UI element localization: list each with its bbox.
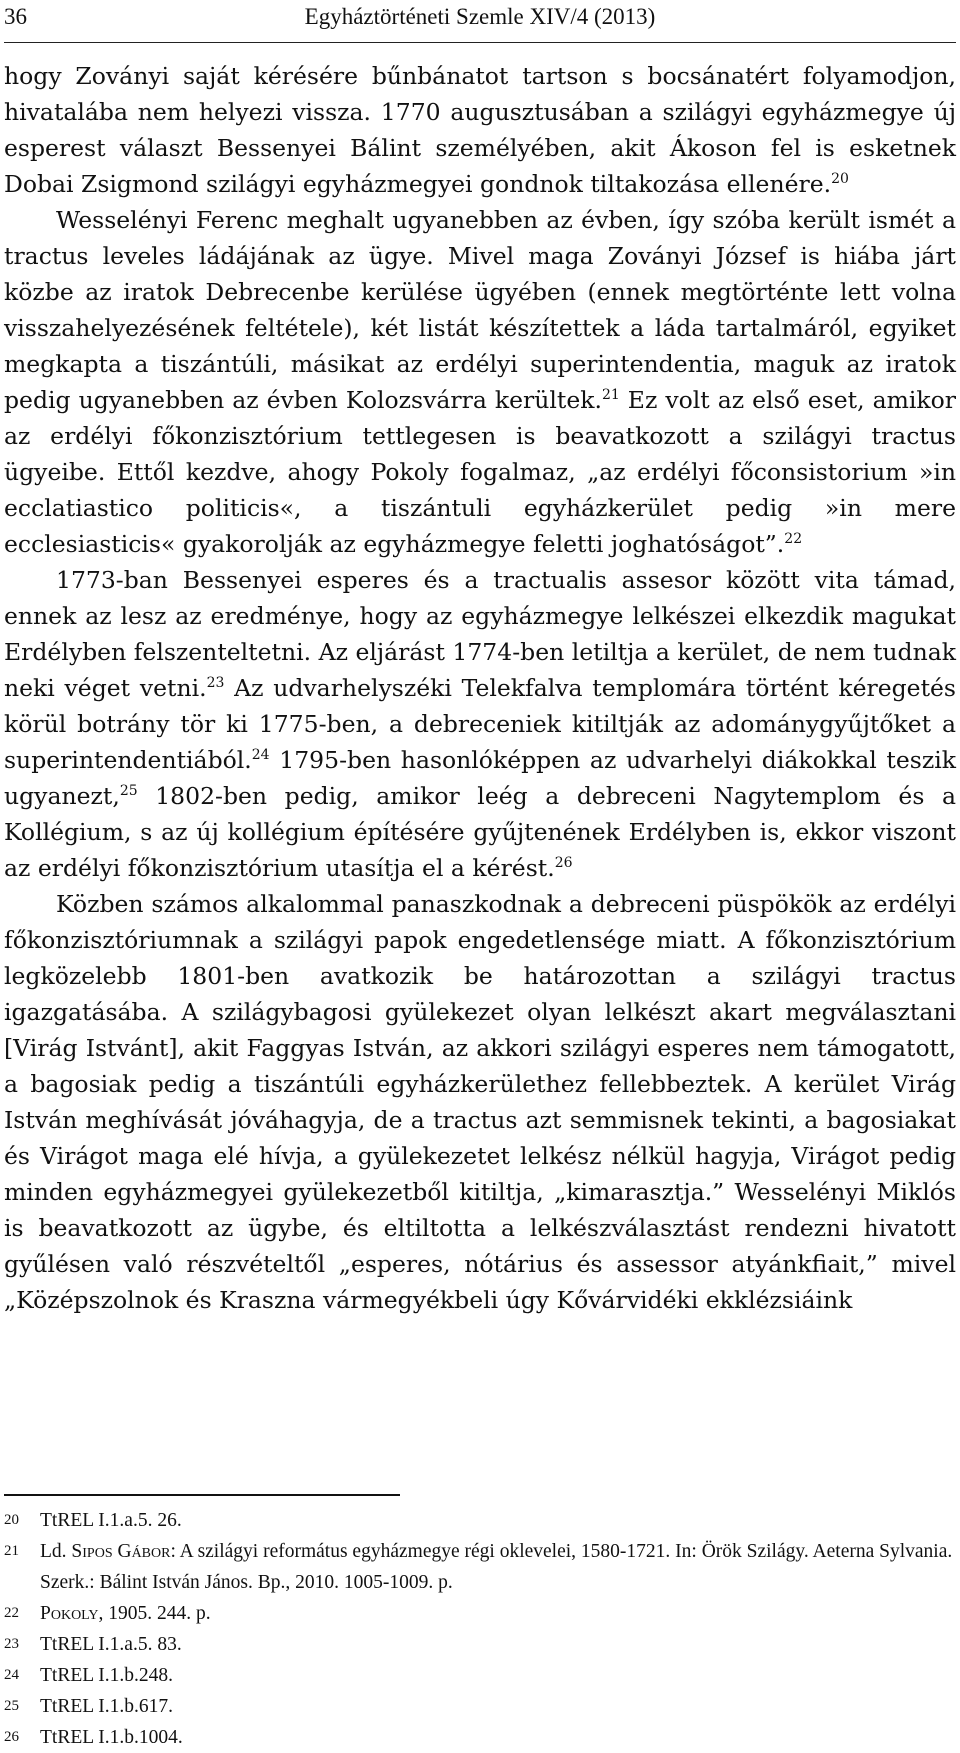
paragraph-3 <box>4 562 956 886</box>
footnote-number: 22 <box>4 1605 19 1621</box>
footnote-number: 25 <box>4 1698 19 1714</box>
footnote-text: TtREL I.1.b.248. <box>40 1665 174 1686</box>
paragraph-4 <box>4 886 956 1318</box>
footnote-text: TtREL I.1.b.617. <box>40 1696 174 1717</box>
footnote-26 <box>4 1722 956 1753</box>
footnote-number: 21 <box>4 1543 19 1559</box>
footnote-text: TtREL I.1.a.5. 83. <box>40 1634 182 1655</box>
footnote-text: TtREL I.1.a.5. 26. <box>40 1510 182 1531</box>
paragraph-text: Közben számos alkalommal panaszkodnak a debreceni püspökök az erdélyi főkonzisztóriumnak a szilágyi papok engedetlensége miatt. A főkonzisztórium legközelebb 1801-ben avatkozik be határozottan a szilágyi tractus igazgatásába. A szilágybagosi gyülekezet olyan lelkészt akart megválasztani [Virág Istvánt], akit Faggyas István, az akkori szilágyi esperes nem támogatott, a bagosiak pedig a tiszántúli egyházkerülethez fellebbeztek. A kerület Virág István meghívását jóváhagyja, de a tractus azt semmisnek tekinti, a bagosiakat és Virágot maga elé hívja, a gyülekezetet lelkész nélkül hagyja, Virágot pedig minden egyházmegyei gyülekezetből kitiltja, „kimarasztja.” Wesselényi Miklós is beavatkozott az ügybe, és eltiltotta a lelkészválasztást rendezni hivatott gyűlésen való részvételtől „esperes, nótárius és assessor atyánkfiait,” mivel „Középszolnok és Kraszna vármegyékbeli úgy Kővárvidéki ekklézsiáink <box>4 890 956 1314</box>
paragraph-text: Wesselényi Ferenc meghalt ugyanebben az évben, így szóba került ismét a tractus leveles ládájának az ügye. Mivel maga Zoványi József is hiába járt közbe az iratok Debrecenbe kerülése ügyében (ennek megtörténte lett volna visszahelyezésének feltétele), két listát készítettek a láda tartalmáról, egyiket megkapta a tiszántúli, másikat az erdélyi superintendentia, maguk az iratok pedig ugyanebben az évben Kolozsvárra kerültek. <box>4 206 956 414</box>
paragraph-text: 1795-ben hasonlóképpen az udvarhelyi diákokkal teszik ugyanezt, <box>4 746 956 810</box>
paragraph-2 <box>4 202 956 562</box>
footnotes <box>4 1505 956 1753</box>
footnote-reference-20[interactable]: 20 <box>831 171 849 187</box>
footnote-separator <box>4 1494 400 1496</box>
footnote-reference-26[interactable]: 26 <box>554 855 573 871</box>
footnote-number: 23 <box>4 1636 19 1652</box>
running-title: Egyháztörténeti Szemle XIV/4 (2013) <box>304 4 656 29</box>
footnote-20 <box>4 1505 956 1536</box>
footnote-text: TtREL I.1.b.1004. <box>40 1727 183 1748</box>
footnote-number: 20 <box>4 1512 19 1528</box>
footnote-reference-21[interactable]: 21 <box>601 387 620 403</box>
running-header <box>4 2 956 43</box>
footnote-reference-25[interactable]: 25 <box>119 783 138 799</box>
footnote-25 <box>4 1691 956 1722</box>
footnote-22 <box>4 1598 956 1629</box>
footnote-number: 26 <box>4 1729 19 1745</box>
footnote-reference-24[interactable]: 24 <box>251 747 270 763</box>
footnote-prefix: Ld. <box>40 1541 72 1562</box>
footnote-23 <box>4 1629 956 1660</box>
main-text <box>4 58 956 1318</box>
paragraph-1 <box>4 58 956 202</box>
paragraph-text: Az udvarhelyszéki Telekfalva templomára történt kéregetés körül botrány tör ki 1775-ben, a debreceniek kitiltják az adománygyűjtőket a superintendentiából. <box>4 674 956 774</box>
paragraph-text: hogy Zoványi saját kérésére bűnbánatot tartson s bocsánatért folyamodjon, hivatalába nem helyezi vissza. 1770 augusztusában a szilágyi egyházmegye új esperest választ Bessenyei Bálint személyében, akit Ákoson fel is esketnek Dobai Zsigmond szilágyi egyházmegyei gondnok tiltakozása ellenére. <box>4 62 956 198</box>
paragraph-text: 1802-ben pedig, amikor leég a debreceni Nagytemplom és a Kollégium, s az új kollégium építésére gyűjtenének Erdélyben is, ekkor viszont az erdélyi főkonzisztórium utasítja el a kérést. <box>4 782 956 882</box>
footnote-24 <box>4 1660 956 1691</box>
footnote-text: , 1905. 244. p. <box>98 1603 211 1624</box>
footnote-reference-22[interactable]: 22 <box>784 531 803 547</box>
paragraph-text: Ez volt az első eset, amikor az erdélyi főkonzisztórium tettlegesen is beavatkozott a szilágyi tractus ügyeibe. Ettől kezdve, ahogy Pokoly fogalmaz, „az erdélyi főconsistorium »in ecclatiastico politicis«, a tiszántuli egyházkerület pedig »in mere ecclesiasticis« gyakorolják az egyházmegye feletti joghatóságot”. <box>4 386 957 558</box>
footnote-21 <box>4 1536 956 1598</box>
page-number: 36 <box>4 4 27 29</box>
footnote-author: Sipos Gábor <box>71 1541 171 1562</box>
footnote-number: 24 <box>4 1667 19 1683</box>
paragraph-text: 1773-ban Bessenyei esperes és a tractualis assesor között vita támad, ennek az lesz az eredménye, hogy az egyházmegye lelkészei elkezdik magukat Erdélyben felszenteltetni. Az eljárást 1774-ben letiltja a kerület, de nem tudnak neki véget vetni. <box>4 566 956 702</box>
footnote-reference-23[interactable]: 23 <box>206 675 225 691</box>
footnote-text: : A szilágyi református egyházmegye régi oklevelei, 1580-1721. In: Örök Szilágy. Aeterna Sylvania. Szerk.: Bálint István János. Bp., 2010. 1005-1009. p. <box>40 1541 953 1593</box>
footnote-author: Pokoly <box>40 1603 99 1624</box>
